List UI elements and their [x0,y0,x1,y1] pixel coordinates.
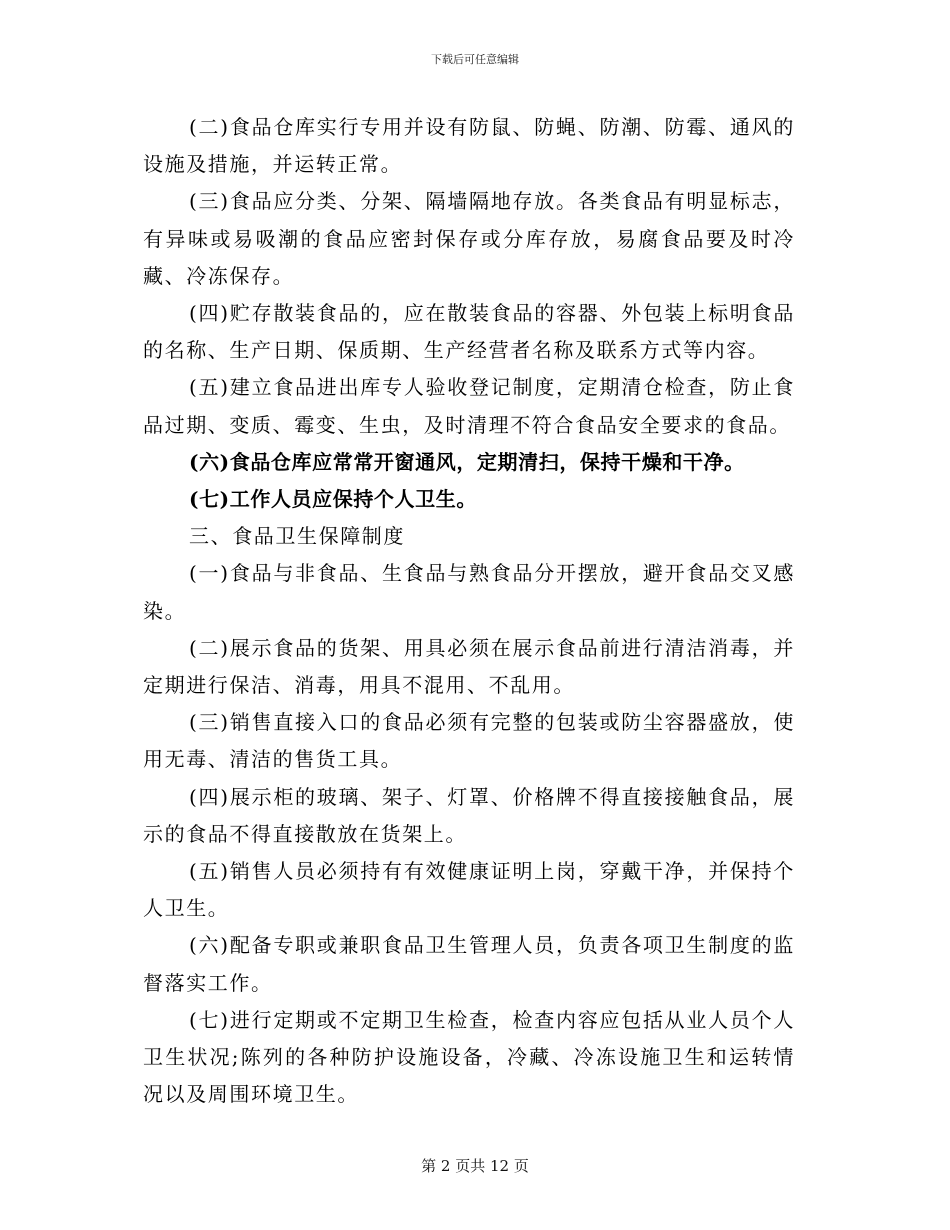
bold-paragraph: (六)食品仓库应常常开窗通风，定期清扫，保持干燥和干净。 [189,449,745,474]
paragraph: (四)展示柜的玻璃、架子、灯罩、价格牌不得直接接触食品，展示的食品不得直接散放在货架上。 [143,784,795,846]
paragraph: (四)贮存散装食品的，应在散装食品的容器、外包装上标明食品的名称、生产日期、保质期、生产经营者名称及联系方式等内容。 [143,301,795,363]
page-header: 下载后可任意编辑 [431,53,519,66]
paragraph: (二)食品仓库实行专用并设有防鼠、防蝇、防潮、防霉、通风的设施及措施，并运转正常。 [143,115,795,177]
paragraph: (三)食品应分类、分架、隔墙隔地存放。各类食品有明显标志，有异味或易吸潮的食品应密封保存或分库存放，易腐食品要及时冷藏、冷冻保存。 [143,189,795,288]
paragraph: (七)进行定期或不定期卫生检查，检查内容应包括从业人员个人卫生状况;陈列的各种防护设施设备，冷藏、冷冻设施卫生和运转情况以及周围环境卫生。 [143,1007,795,1107]
document-body [143,109,795,1113]
paragraph: (六)配备专职或兼职食品卫生管理人员，负责各项卫生制度的监督落实工作。 [143,933,795,995]
paragraph: (五)建立食品进出库专人验收登记制度，定期清仓检查，防止食品过期、变质、霉变、生虫，及时清理不符合食品安全要求的食品。 [143,375,795,437]
bold-paragraph: (七)工作人员应保持个人卫生。 [189,487,477,512]
page-number: 第 2 页共 12 页 [421,1157,529,1175]
paragraph: (一)食品与非食品、生食品与熟食品分开摆放，避开食品交叉感染。 [143,561,795,623]
paragraph: (二)展示食品的货架、用具必须在展示食品前进行清洁消毒，并定期进行保洁、消毒，用具不混用、不乱用。 [143,635,795,698]
paragraph: (五)销售人员必须持有有效健康证明上岗，穿戴干净，并保持个人卫生。 [143,859,795,921]
paragraph: (三)销售直接入口的食品必须有完整的包装或防尘容器盛放，使用无毒、清洁的售货工具。 [143,710,795,772]
section-heading: 三、食品卫生保障制度 [189,524,405,549]
